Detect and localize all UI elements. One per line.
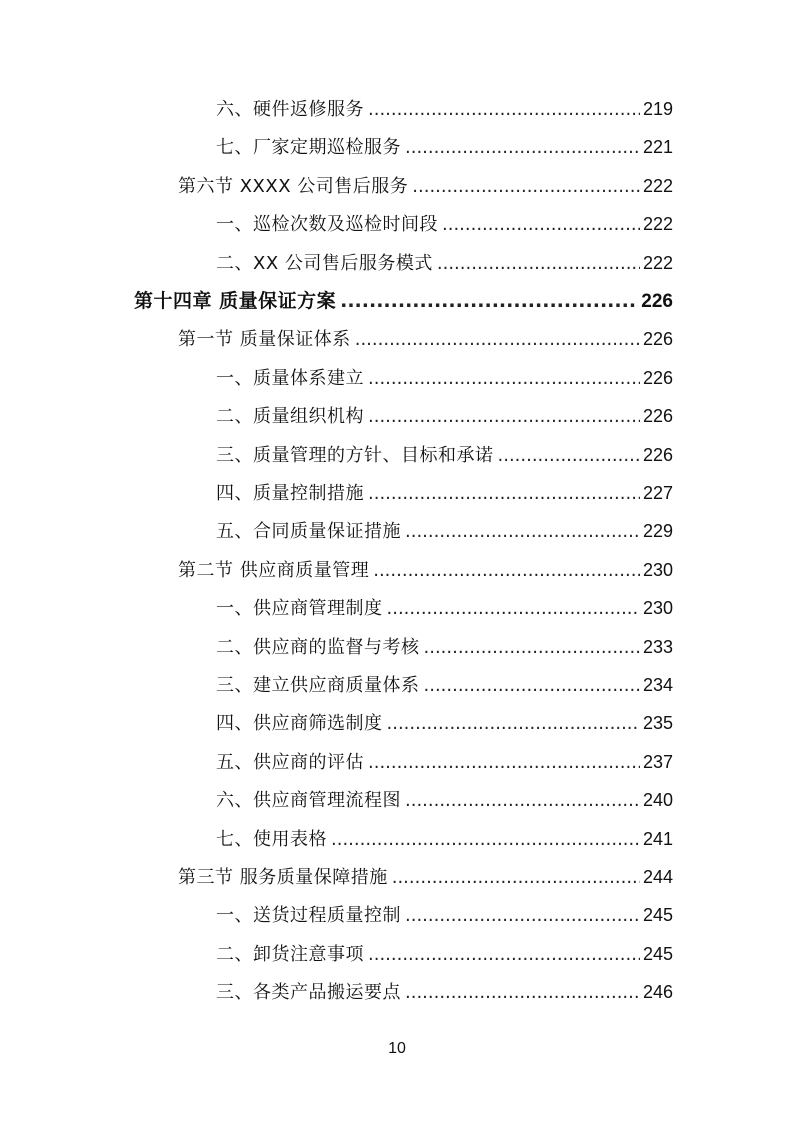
toc-entry[interactable] — [216, 670, 673, 700]
toc-entry-title: 四、质量控制措施 — [216, 483, 364, 504]
toc-entry[interactable] — [216, 132, 673, 162]
toc-entry-title: 一、质量体系建立 — [216, 367, 364, 389]
toc-entry[interactable] — [216, 478, 673, 508]
toc-dot-leader — [373, 556, 640, 586]
toc-entry-title: 第十四章 质量保证方案 — [134, 290, 337, 312]
toc-entry-page: 229 — [642, 521, 673, 542]
toc-dot-leader — [392, 863, 640, 893]
toc-entry-page: 226 — [642, 444, 673, 465]
toc-dot-leader — [355, 325, 640, 355]
toc-entry-page: 222 — [642, 252, 673, 273]
toc-dot-leader — [405, 978, 640, 1008]
toc-entry-title: 七、使用表格 — [216, 828, 327, 850]
toc-entry[interactable] — [216, 632, 673, 662]
toc-dot-leader — [442, 210, 640, 240]
toc-entry-title: 六、硬件返修服务 — [216, 99, 364, 120]
toc-entry[interactable] — [178, 555, 673, 585]
toc-dot-leader — [368, 402, 640, 432]
toc-entry-title: 六、供应商管理流程图 — [216, 790, 401, 812]
toc-entry-page: 226 — [642, 329, 673, 350]
toc-dot-leader — [424, 671, 640, 701]
toc-entry[interactable] — [216, 900, 673, 930]
toc-entry-page: 226 — [642, 406, 673, 427]
toc-entry-title: 二、卸货注意事项 — [216, 943, 364, 965]
toc-entry-title: 第六节 XXXX 公司售后服务 — [178, 175, 409, 197]
toc-entry-page: 230 — [642, 598, 673, 619]
toc-dot-leader — [368, 940, 640, 970]
toc-entry[interactable] — [134, 286, 673, 316]
toc-entry-page: 246 — [642, 982, 673, 1003]
toc-entry-title: 二、质量组织机构 — [216, 406, 364, 428]
toc-entry[interactable] — [216, 363, 673, 393]
toc-entry-page: 222 — [642, 175, 673, 196]
toc-entry[interactable] — [178, 324, 673, 354]
toc-entry[interactable] — [178, 171, 673, 201]
toc-entry[interactable] — [216, 785, 673, 815]
toc-entry[interactable] — [216, 824, 673, 854]
toc-entry-title: 一、巡检次数及巡检时间段 — [216, 214, 438, 236]
toc-entry[interactable] — [216, 209, 673, 239]
toc-entry[interactable] — [178, 862, 673, 892]
toc-entry-page: 233 — [642, 636, 673, 657]
toc-dot-leader — [387, 709, 640, 739]
toc-dot-leader — [437, 249, 640, 279]
toc-entry-page: 237 — [642, 751, 673, 772]
toc-entry[interactable] — [216, 440, 673, 470]
toc-dot-leader — [412, 172, 640, 202]
toc-entry-title: 第二节 供应商质量管理 — [178, 559, 370, 581]
toc-dot-leader — [340, 286, 638, 316]
toc-dot-leader — [405, 786, 640, 816]
toc-entry-page: 240 — [642, 790, 673, 811]
toc-entry-title: 一、送货过程质量控制 — [216, 905, 401, 927]
toc-entry-page: 227 — [642, 483, 673, 503]
toc-entry[interactable] — [216, 94, 673, 124]
toc-entry-title: 二、XX 公司售后服务模式 — [216, 252, 433, 274]
toc-entry-page: 221 — [642, 137, 673, 158]
toc-entry-title: 四、供应商筛选制度 — [216, 713, 383, 735]
toc-entry-page: 234 — [642, 675, 673, 695]
toc-entry-title: 一、供应商管理制度 — [216, 598, 383, 620]
toc-entry[interactable] — [216, 939, 673, 969]
toc-entry-title: 七、厂家定期巡检服务 — [216, 137, 401, 159]
toc-entry-page: 241 — [642, 828, 673, 849]
toc-entry-title: 三、建立供应商质量体系 — [216, 675, 420, 696]
toc-entry-page: 226 — [642, 367, 673, 388]
toc-entry[interactable] — [216, 516, 673, 546]
toc-dot-leader — [387, 594, 640, 624]
toc-entry[interactable] — [216, 977, 673, 1007]
toc-entry-title: 第三节 服务质量保障措施 — [178, 867, 388, 888]
toc-entry[interactable] — [216, 593, 673, 623]
toc-dot-leader — [424, 633, 640, 663]
toc-dot-leader — [368, 364, 640, 394]
toc-dot-leader — [405, 901, 640, 931]
toc-dot-leader — [405, 517, 640, 547]
toc-entry-title: 五、供应商的评估 — [216, 751, 364, 773]
toc-entry-page: 245 — [642, 943, 673, 964]
toc-dot-leader — [405, 133, 640, 163]
toc-entry-page: 219 — [642, 99, 673, 119]
toc-dot-leader — [368, 479, 640, 509]
toc-entry[interactable] — [216, 708, 673, 738]
toc-dot-leader — [368, 748, 640, 778]
toc-entry-title: 第一节 质量保证体系 — [178, 329, 351, 351]
toc-dot-leader — [331, 825, 640, 855]
toc-entry-page: 235 — [642, 713, 673, 734]
toc-dot-leader — [498, 441, 640, 471]
toc-entry-title: 二、供应商的监督与考核 — [216, 636, 420, 658]
page-number: 10 — [388, 1040, 406, 1057]
toc-entry[interactable] — [216, 401, 673, 431]
toc-entry-title: 五、合同质量保证措施 — [216, 521, 401, 543]
toc-entry-page: 222 — [642, 214, 673, 235]
toc-dot-leader — [368, 95, 640, 125]
toc-entry-page: 245 — [642, 905, 673, 926]
toc-entry[interactable] — [216, 248, 673, 278]
toc-entry-page: 230 — [642, 559, 673, 580]
toc-entry-page: 244 — [642, 867, 673, 887]
toc-entry[interactable] — [216, 747, 673, 777]
toc-entry-page: 226 — [641, 291, 673, 312]
toc-entry-title: 三、各类产品搬运要点 — [216, 982, 401, 1004]
toc-entry-title: 三、质量管理的方针、目标和承诺 — [216, 444, 494, 466]
